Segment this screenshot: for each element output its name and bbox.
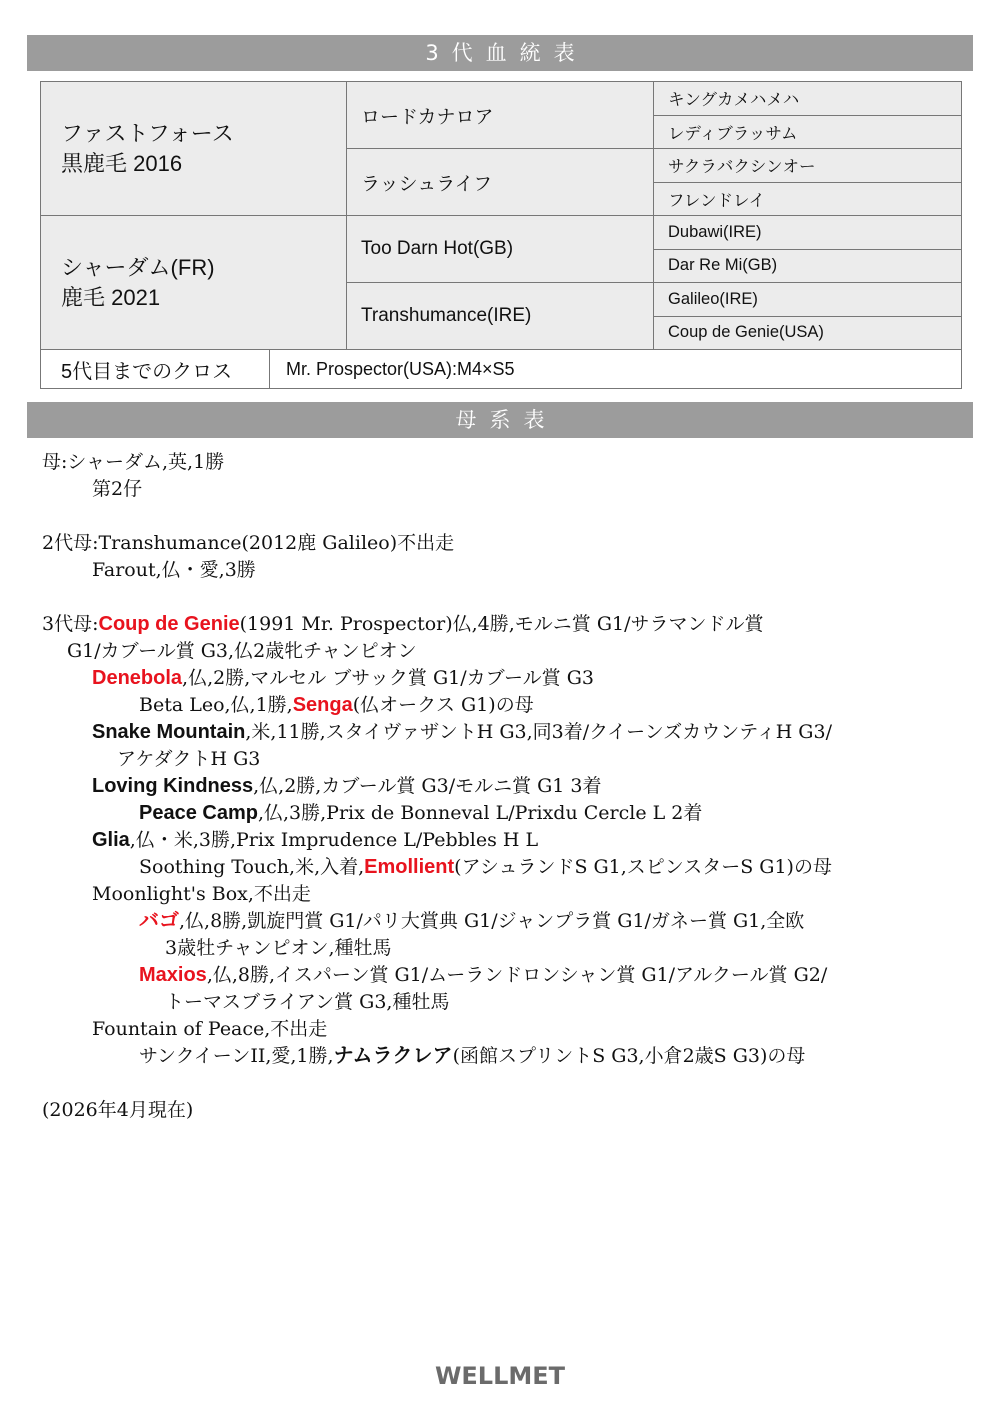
dam-sire-sire: Dubawi(IRE) <box>654 216 962 250</box>
continuation-line: 3歳牡チャンピオン,種牡馬 <box>165 937 392 959</box>
dam-sire-dam: Dar Re Mi(GB) <box>654 249 962 283</box>
horse-name: Glia <box>92 829 130 851</box>
dam-sire: Too Darn Hot(GB) <box>347 216 654 283</box>
dam-name: シャーダム(FR) <box>61 254 215 280</box>
sire-cell <box>41 82 347 216</box>
continuation-line: G1/カブール賞 G3,仏2歳牝チャンピオン <box>67 640 417 662</box>
offspring-line <box>42 908 967 935</box>
record: (アシュランドS G1,スピンスターS G1)の母 <box>454 856 832 878</box>
foal-order: 第2仔 <box>92 478 143 500</box>
sire-info: 黒鹿毛 2016 <box>61 150 183 176</box>
record: (仏オークス G1)の母 <box>352 694 534 716</box>
cross-label: 5代目までのクロス <box>41 350 270 389</box>
horse-name: Snake Mountain <box>92 721 246 743</box>
record: (1991 Mr. Prospector)仏,4勝,モルニ賞 G1/サラマンドル賞 <box>239 613 764 635</box>
offspring-line <box>42 827 967 854</box>
horse-name: Senga <box>292 694 353 716</box>
horse-name: ナムラクレア <box>333 1045 453 1067</box>
second-dam-line: 2代母:Transhumance(2012鹿 Galileo)不出走 <box>42 532 455 554</box>
dam-dam: Transhumance(IRE) <box>347 283 654 350</box>
sire-sire-dam: レディブラッサム <box>654 115 962 149</box>
record: ,米,11勝,スタイヴァザントH G3,同3着/クイーンズカウンティH G3/ <box>245 721 832 743</box>
sire-name: ファストフォース <box>61 120 234 146</box>
horse-name: Maxios <box>139 964 207 986</box>
sire-dam-dam: フレンドレイ <box>654 182 962 216</box>
offspring-line <box>42 665 967 692</box>
sire-dam: ラッシュライフ <box>347 149 654 216</box>
sire-sire: ロードカナロア <box>347 82 654 149</box>
offspring-line <box>42 719 967 746</box>
record: Beta Leo,仏,1勝, <box>139 694 293 716</box>
offspring-line: Fountain of Peace,不出走 <box>92 1018 328 1040</box>
horse-name: Coup de Genie <box>98 613 240 635</box>
continuation-line: トーマスブライアン賞 G3,種牡馬 <box>165 991 450 1013</box>
horse-name: Peace Camp <box>139 802 258 824</box>
dam-cell <box>41 216 347 350</box>
dam-dam-sire: Galileo(IRE) <box>654 283 962 317</box>
cross-value: Mr. Prospector(USA):M4×S5 <box>270 350 962 389</box>
as-of-date: (2026年4月現在) <box>42 1099 194 1121</box>
offspring-line <box>42 692 967 719</box>
offspring-line <box>42 1043 967 1070</box>
record: ,仏,3勝,Prix de Bonneval L/Prixdu Cercle L 2着 <box>257 802 703 824</box>
offspring-line <box>42 854 967 881</box>
record: ,仏,8勝,凱旋門賞 G1/パリ大賞典 G1/ジャンプラ賞 G1/ガネー賞 G1,全欧 <box>179 910 805 932</box>
family-text <box>42 449 967 1124</box>
horse-name: Denebola <box>92 667 183 689</box>
horse-name: バゴ <box>139 910 179 932</box>
offspring-line: Moonlight's Box,不出走 <box>92 883 311 905</box>
horse-name: Emollient <box>364 856 455 878</box>
wellmet-logo: WELLMET <box>434 1362 566 1390</box>
family-header: 母系表 <box>27 402 973 438</box>
record: ,仏・米,3勝,Prix Imprudence L/Pebbles H L <box>129 829 539 851</box>
sire-sire-sire: キングカメハメハ <box>654 82 962 116</box>
record: (函館スプリントS G3,小倉2歳S G3)の母 <box>452 1045 806 1067</box>
horse-name: Loving Kindness <box>92 775 254 797</box>
dam-dam-dam: Coup de Genie(USA) <box>654 316 962 350</box>
offspring-line <box>42 773 967 800</box>
pedigree-table <box>40 81 962 389</box>
record: サンクイーンII,愛,1勝, <box>139 1045 334 1067</box>
pedigree-header: 3代血統表 <box>27 35 973 71</box>
dam-info: 鹿毛 2021 <box>61 284 161 310</box>
sire-dam-sire: サクラバクシンオー <box>654 149 962 183</box>
record: ,仏,8勝,イスパーン賞 G1/ムーランドロンシャン賞 G1/アルクール賞 G2/ <box>206 964 828 986</box>
record: Soothing Touch,米,入着, <box>139 856 365 878</box>
record: ,仏,2勝,マルセル ブサック賞 G1/カブール賞 G3 <box>182 667 594 689</box>
offspring-line <box>42 800 967 827</box>
record: ,仏,2勝,カブール賞 G3/モルニ賞 G1 3着 <box>253 775 602 797</box>
dam-line: 母:シャーダム,英,1勝 <box>42 451 225 473</box>
third-dam-line <box>42 611 967 638</box>
offspring-line <box>42 962 967 989</box>
offspring-line: Farout,仏・愛,3勝 <box>92 559 256 581</box>
continuation-line: アケダクトH G3 <box>117 748 261 770</box>
label: 3代母: <box>42 613 99 635</box>
